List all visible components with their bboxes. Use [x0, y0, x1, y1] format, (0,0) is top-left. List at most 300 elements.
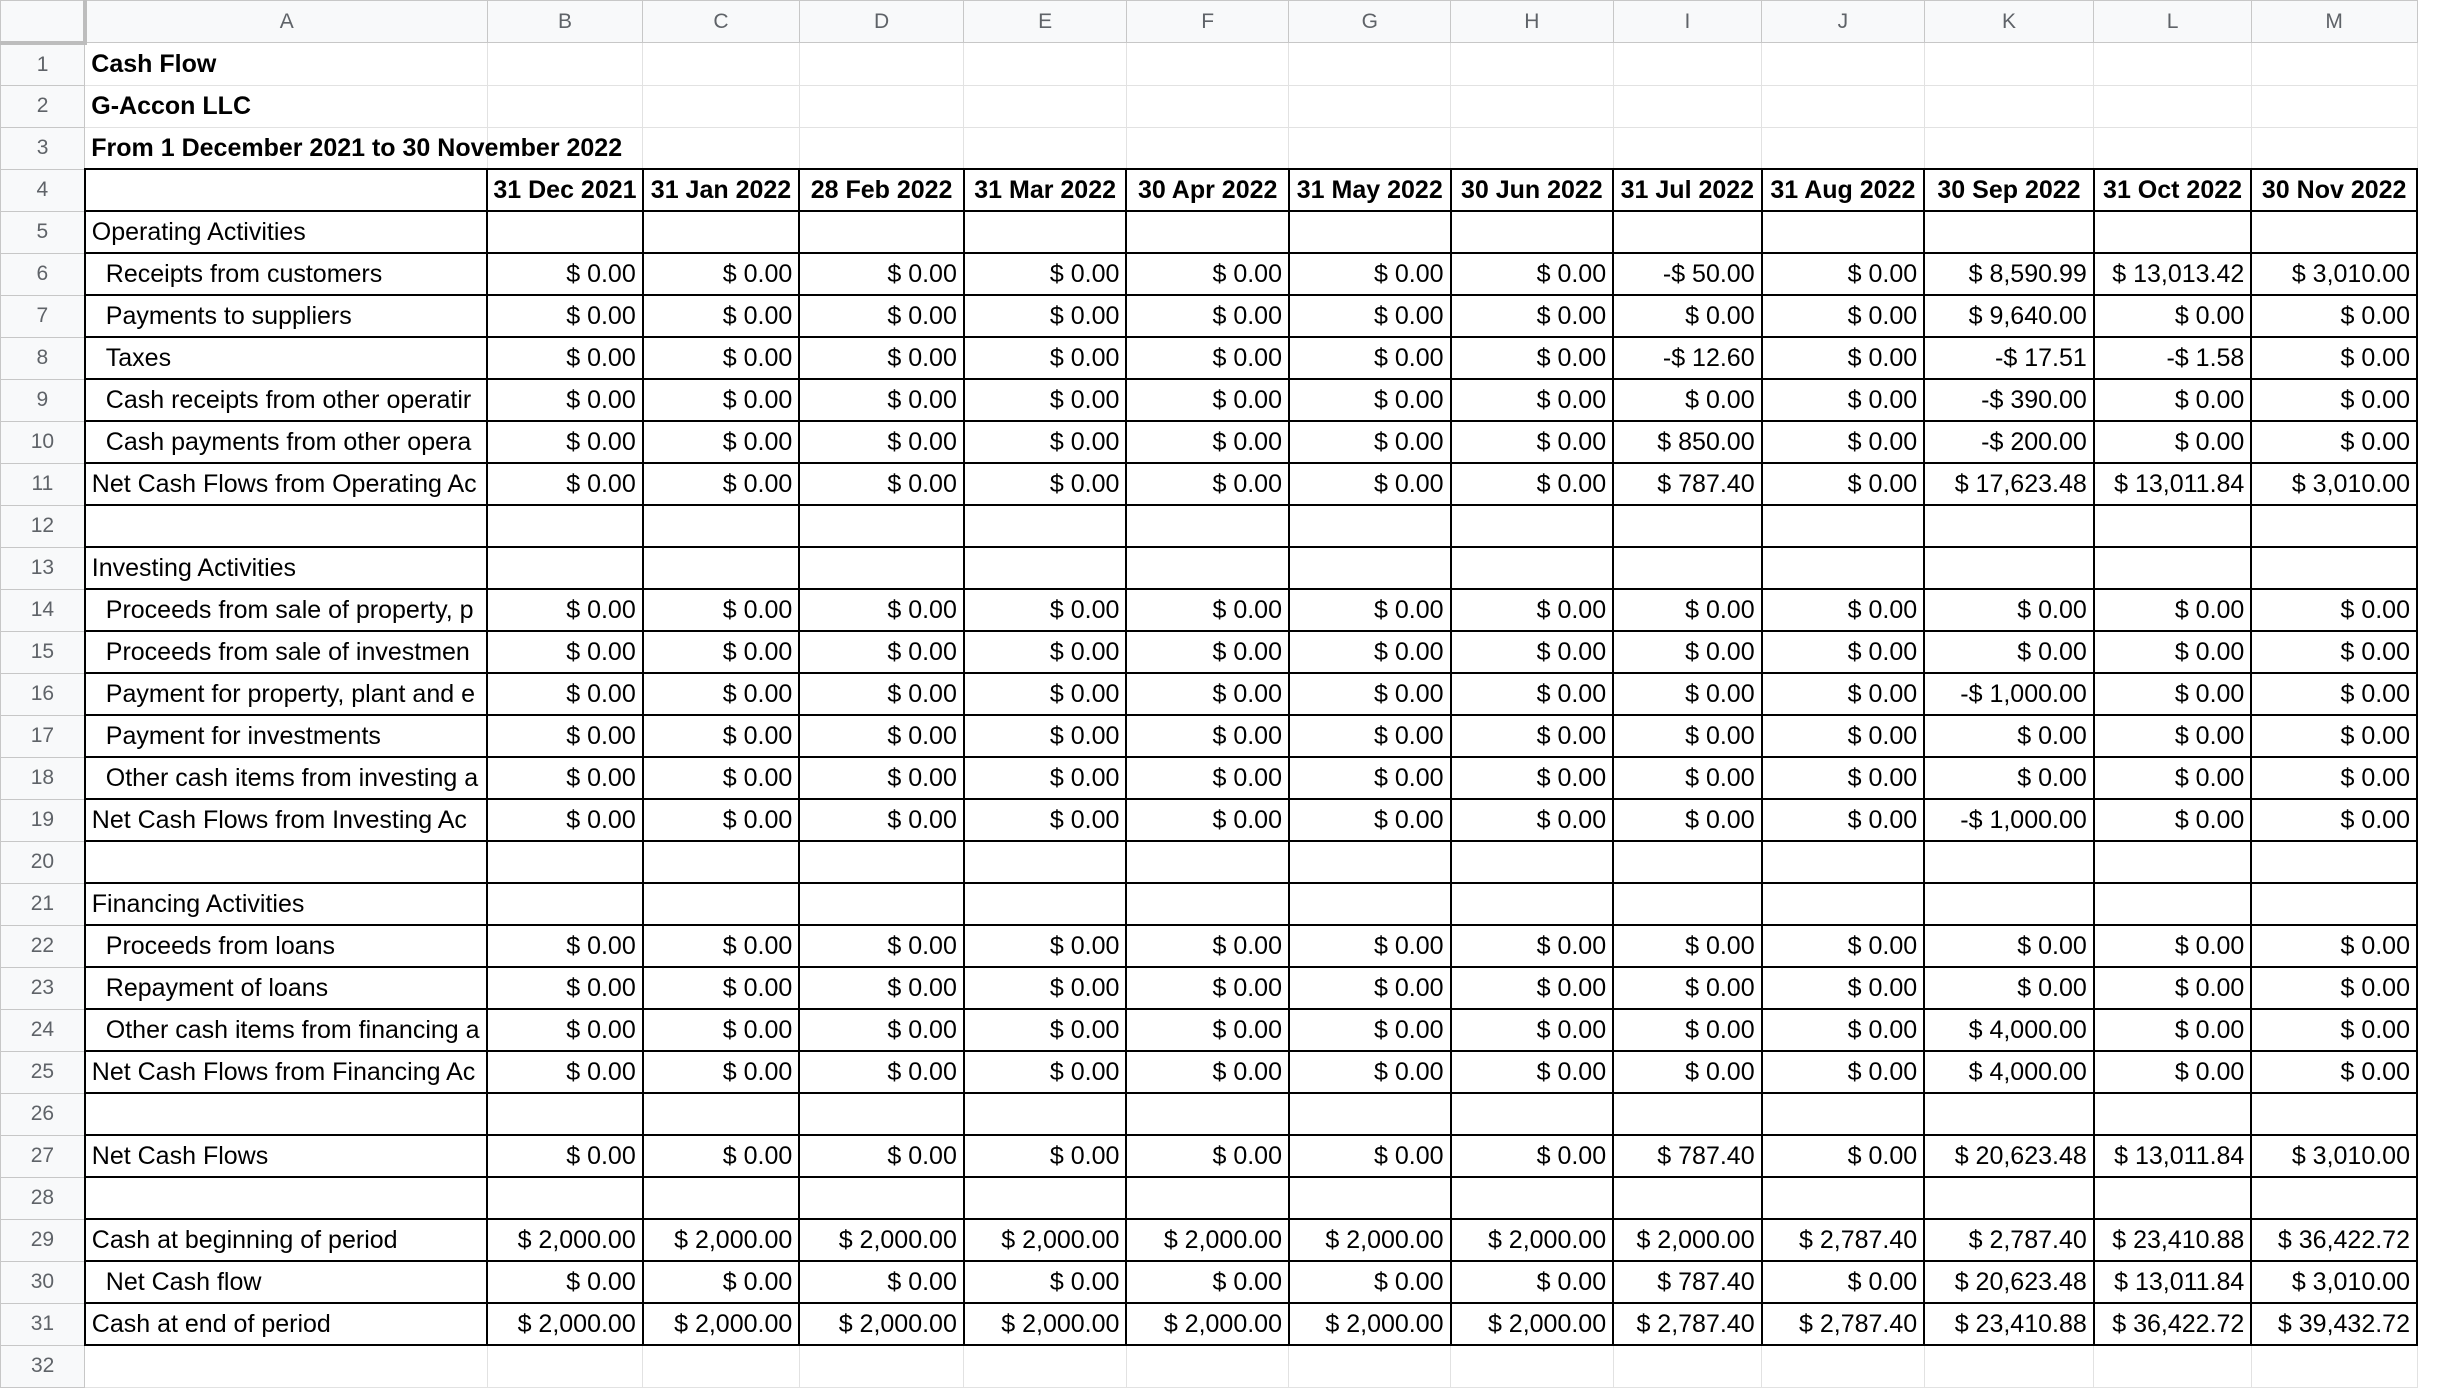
- label-cell[interactable]: Cash receipts from other operatir: [85, 379, 487, 421]
- value-cell[interactable]: $ 0.00: [1126, 463, 1289, 505]
- value-cell[interactable]: $ 0.00: [643, 631, 800, 673]
- value-cell[interactable]: $ 0.00: [799, 757, 964, 799]
- value-cell[interactable]: $ 0.00: [964, 715, 1127, 757]
- value-cell[interactable]: [1613, 85, 1762, 127]
- row-header[interactable]: 3: [1, 127, 85, 169]
- value-cell[interactable]: $ 0.00: [487, 253, 643, 295]
- value-cell[interactable]: $ 0.00: [643, 337, 800, 379]
- value-cell[interactable]: $ 0.00: [1126, 295, 1289, 337]
- value-cell[interactable]: $ 0.00: [1289, 589, 1451, 631]
- value-cell[interactable]: $ 0.00: [643, 1135, 800, 1177]
- value-cell[interactable]: $ 13,011.84: [2094, 1135, 2252, 1177]
- value-cell[interactable]: $ 0.00: [964, 1009, 1127, 1051]
- value-cell[interactable]: $ 0.00: [799, 1261, 964, 1303]
- value-cell[interactable]: $ 0.00: [964, 1051, 1127, 1093]
- value-cell[interactable]: [487, 1177, 643, 1219]
- value-cell[interactable]: [1126, 1093, 1289, 1135]
- label-cell[interactable]: Net Cash flow: [85, 1261, 487, 1303]
- value-cell[interactable]: $ 0.00: [1762, 379, 1925, 421]
- label-cell[interactable]: Payments to suppliers: [85, 295, 487, 337]
- value-cell[interactable]: $ 0.00: [1289, 1051, 1451, 1093]
- value-cell[interactable]: [799, 85, 964, 127]
- value-cell[interactable]: $ 0.00: [643, 925, 800, 967]
- label-cell[interactable]: Receipts from customers: [85, 253, 487, 295]
- value-cell[interactable]: $ 20,623.48: [1924, 1135, 2094, 1177]
- value-cell[interactable]: [1289, 883, 1451, 925]
- value-cell[interactable]: [1126, 1345, 1289, 1387]
- value-cell[interactable]: $ 4,000.00: [1924, 1051, 2094, 1093]
- value-cell[interactable]: $ 3,010.00: [2251, 253, 2417, 295]
- title-cell[interactable]: G-Accon LLC: [85, 85, 487, 127]
- value-cell[interactable]: [1289, 211, 1451, 253]
- value-cell[interactable]: $ 0.00: [2251, 631, 2417, 673]
- row-header[interactable]: 22: [1, 925, 85, 967]
- row-header[interactable]: 19: [1, 799, 85, 841]
- label-cell[interactable]: Net Cash Flows from Investing Ac: [85, 799, 487, 841]
- value-cell[interactable]: $ 0.00: [1451, 673, 1614, 715]
- value-cell[interactable]: $ 0.00: [1762, 925, 1925, 967]
- value-cell[interactable]: [1924, 505, 2094, 547]
- value-cell[interactable]: [1762, 547, 1925, 589]
- value-cell[interactable]: $ 0.00: [1289, 1261, 1451, 1303]
- value-cell[interactable]: $ 0.00: [1451, 589, 1614, 631]
- value-cell[interactable]: $ 17,623.48: [1924, 463, 2094, 505]
- value-cell[interactable]: $ 13,013.42: [2094, 253, 2252, 295]
- value-cell[interactable]: $ 0.00: [799, 1051, 964, 1093]
- value-cell[interactable]: $ 0.00: [2094, 631, 2252, 673]
- value-cell[interactable]: [1924, 85, 2094, 127]
- date-header-cell[interactable]: 30 Nov 2022: [2251, 169, 2417, 211]
- value-cell[interactable]: $ 0.00: [1126, 967, 1289, 1009]
- value-cell[interactable]: $ 0.00: [2251, 673, 2417, 715]
- row-header[interactable]: 7: [1, 295, 85, 337]
- column-header-e[interactable]: E: [964, 1, 1127, 43]
- value-cell[interactable]: $ 0.00: [1924, 967, 2094, 1009]
- value-cell[interactable]: [964, 127, 1127, 169]
- value-cell[interactable]: $ 0.00: [1289, 799, 1451, 841]
- value-cell[interactable]: [1451, 1177, 1614, 1219]
- value-cell[interactable]: [2094, 43, 2252, 86]
- value-cell[interactable]: $ 0.00: [1613, 589, 1762, 631]
- value-cell[interactable]: [1289, 1177, 1451, 1219]
- value-cell[interactable]: $ 0.00: [1762, 757, 1925, 799]
- value-cell[interactable]: [2251, 841, 2417, 883]
- value-cell[interactable]: $ 0.00: [964, 757, 1127, 799]
- value-cell[interactable]: $ 0.00: [1451, 253, 1614, 295]
- value-cell[interactable]: [643, 43, 800, 86]
- row-header[interactable]: 9: [1, 379, 85, 421]
- value-cell[interactable]: $ 0.00: [487, 1009, 643, 1051]
- label-cell[interactable]: [85, 841, 487, 883]
- value-cell[interactable]: $ 0.00: [1126, 1261, 1289, 1303]
- value-cell[interactable]: $ 0.00: [2251, 715, 2417, 757]
- value-cell[interactable]: [487, 211, 643, 253]
- value-cell[interactable]: $ 0.00: [1126, 673, 1289, 715]
- value-cell[interactable]: $ 0.00: [1289, 925, 1451, 967]
- value-cell[interactable]: [1126, 1177, 1289, 1219]
- value-cell[interactable]: $ 0.00: [1289, 379, 1451, 421]
- value-cell[interactable]: $ 0.00: [1762, 799, 1925, 841]
- value-cell[interactable]: [1289, 127, 1451, 169]
- value-cell[interactable]: $ 13,011.84: [2094, 463, 2252, 505]
- value-cell[interactable]: [1451, 505, 1614, 547]
- value-cell[interactable]: -$ 17.51: [1924, 337, 2094, 379]
- value-cell[interactable]: $ 0.00: [964, 1135, 1127, 1177]
- value-cell[interactable]: $ 0.00: [799, 253, 964, 295]
- value-cell[interactable]: $ 0.00: [487, 925, 643, 967]
- value-cell[interactable]: $ 0.00: [2251, 1051, 2417, 1093]
- value-cell[interactable]: [487, 1345, 643, 1387]
- column-header-a[interactable]: A: [85, 1, 487, 43]
- value-cell[interactable]: $ 0.00: [964, 379, 1127, 421]
- row-header[interactable]: 23: [1, 967, 85, 1009]
- value-cell[interactable]: $ 2,787.40: [1762, 1303, 1925, 1345]
- value-cell[interactable]: [1126, 547, 1289, 589]
- value-cell[interactable]: [487, 505, 643, 547]
- date-header-cell[interactable]: 31 Aug 2022: [1762, 169, 1925, 211]
- value-cell[interactable]: [643, 883, 800, 925]
- value-cell[interactable]: [2094, 547, 2252, 589]
- value-cell[interactable]: $ 0.00: [1762, 1009, 1925, 1051]
- value-cell[interactable]: [1126, 127, 1289, 169]
- value-cell[interactable]: $ 0.00: [964, 463, 1127, 505]
- value-cell[interactable]: [487, 883, 643, 925]
- value-cell[interactable]: $ 0.00: [1762, 1135, 1925, 1177]
- value-cell[interactable]: [1451, 1345, 1614, 1387]
- value-cell[interactable]: $ 0.00: [964, 421, 1127, 463]
- value-cell[interactable]: [2094, 211, 2252, 253]
- value-cell[interactable]: $ 2,000.00: [1126, 1219, 1289, 1261]
- section-label-cell[interactable]: Investing Activities: [85, 547, 487, 589]
- value-cell[interactable]: [1613, 1177, 1762, 1219]
- value-cell[interactable]: $ 2,000.00: [799, 1219, 964, 1261]
- column-header-g[interactable]: G: [1289, 1, 1451, 43]
- title-cell[interactable]: From 1 December 2021 to 30 November 2022: [85, 127, 487, 169]
- value-cell[interactable]: $ 0.00: [643, 757, 800, 799]
- value-cell[interactable]: [964, 1177, 1127, 1219]
- value-cell[interactable]: $ 36,422.72: [2251, 1219, 2417, 1261]
- value-cell[interactable]: [964, 1345, 1127, 1387]
- value-cell[interactable]: $ 0.00: [2094, 967, 2252, 1009]
- label-cell[interactable]: Proceeds from loans: [85, 925, 487, 967]
- column-header-b[interactable]: B: [487, 1, 643, 43]
- value-cell[interactable]: $ 0.00: [1924, 631, 2094, 673]
- value-cell[interactable]: $ 0.00: [2251, 1009, 2417, 1051]
- value-cell[interactable]: $ 0.00: [1762, 253, 1925, 295]
- label-cell[interactable]: Net Cash Flows: [85, 1135, 487, 1177]
- label-cell[interactable]: Taxes: [85, 337, 487, 379]
- row-header[interactable]: 30: [1, 1261, 85, 1303]
- value-cell[interactable]: $ 0.00: [1126, 1135, 1289, 1177]
- row-header[interactable]: 24: [1, 1009, 85, 1051]
- value-cell[interactable]: [1289, 85, 1451, 127]
- value-cell[interactable]: $ 0.00: [1762, 1051, 1925, 1093]
- value-cell[interactable]: [1613, 547, 1762, 589]
- value-cell[interactable]: [1126, 211, 1289, 253]
- value-cell[interactable]: $ 0.00: [1126, 925, 1289, 967]
- value-cell[interactable]: $ 0.00: [1762, 967, 1925, 1009]
- value-cell[interactable]: [1289, 1345, 1451, 1387]
- value-cell[interactable]: $ 2,000.00: [964, 1219, 1127, 1261]
- value-cell[interactable]: $ 0.00: [964, 295, 1127, 337]
- value-cell[interactable]: $ 0.00: [799, 589, 964, 631]
- value-cell[interactable]: $ 0.00: [1762, 589, 1925, 631]
- value-cell[interactable]: $ 0.00: [1451, 1051, 1614, 1093]
- value-cell[interactable]: $ 0.00: [1924, 589, 2094, 631]
- value-cell[interactable]: $ 0.00: [1289, 253, 1451, 295]
- value-cell[interactable]: $ 8,590.99: [1924, 253, 2094, 295]
- value-cell[interactable]: $ 39,432.72: [2251, 1303, 2417, 1345]
- value-cell[interactable]: $ 0.00: [1289, 463, 1451, 505]
- value-cell[interactable]: [1613, 883, 1762, 925]
- value-cell[interactable]: -$ 1,000.00: [1924, 673, 2094, 715]
- value-cell[interactable]: $ 0.00: [799, 1009, 964, 1051]
- value-cell[interactable]: $ 850.00: [1613, 421, 1762, 463]
- value-cell[interactable]: [643, 1177, 800, 1219]
- value-cell[interactable]: $ 0.00: [1289, 295, 1451, 337]
- value-cell[interactable]: $ 0.00: [1126, 253, 1289, 295]
- value-cell[interactable]: $ 0.00: [964, 799, 1127, 841]
- value-cell[interactable]: $ 0.00: [643, 715, 800, 757]
- value-cell[interactable]: $ 0.00: [1613, 673, 1762, 715]
- column-header-m[interactable]: M: [2251, 1, 2417, 43]
- value-cell[interactable]: $ 0.00: [799, 1135, 964, 1177]
- value-cell[interactable]: [2094, 505, 2252, 547]
- value-cell[interactable]: $ 0.00: [1289, 967, 1451, 1009]
- value-cell[interactable]: $ 0.00: [1451, 631, 1614, 673]
- row-header[interactable]: 11: [1, 463, 85, 505]
- row-header[interactable]: 18: [1, 757, 85, 799]
- value-cell[interactable]: $ 0.00: [2251, 925, 2417, 967]
- value-cell[interactable]: $ 0.00: [643, 463, 800, 505]
- value-cell[interactable]: [643, 85, 800, 127]
- value-cell[interactable]: $ 2,787.40: [1924, 1219, 2094, 1261]
- row-header[interactable]: 6: [1, 253, 85, 295]
- value-cell[interactable]: $ 0.00: [964, 337, 1127, 379]
- value-cell[interactable]: $ 0.00: [1762, 295, 1925, 337]
- value-cell[interactable]: $ 2,000.00: [1289, 1219, 1451, 1261]
- date-header-cell[interactable]: 31 Mar 2022: [964, 169, 1127, 211]
- value-cell[interactable]: $ 2,000.00: [1126, 1303, 1289, 1345]
- value-cell[interactable]: $ 0.00: [643, 295, 800, 337]
- value-cell[interactable]: $ 0.00: [799, 631, 964, 673]
- date-header-cell[interactable]: 30 Jun 2022: [1451, 169, 1614, 211]
- value-cell[interactable]: $ 2,000.00: [1613, 1219, 1762, 1261]
- row-header[interactable]: 29: [1, 1219, 85, 1261]
- value-cell[interactable]: $ 0.00: [1289, 673, 1451, 715]
- value-cell[interactable]: [1126, 883, 1289, 925]
- section-label-cell[interactable]: Operating Activities: [85, 211, 487, 253]
- value-cell[interactable]: $ 3,010.00: [2251, 1135, 2417, 1177]
- value-cell[interactable]: [2094, 1345, 2252, 1387]
- row-header[interactable]: 16: [1, 673, 85, 715]
- value-cell[interactable]: $ 0.00: [2094, 379, 2252, 421]
- value-cell[interactable]: $ 2,000.00: [1451, 1219, 1614, 1261]
- value-cell[interactable]: $ 0.00: [1451, 463, 1614, 505]
- label-cell[interactable]: Cash at end of period: [85, 1303, 487, 1345]
- value-cell[interactable]: $ 2,000.00: [487, 1303, 643, 1345]
- value-cell[interactable]: $ 0.00: [2251, 295, 2417, 337]
- label-cell[interactable]: Payment for investments: [85, 715, 487, 757]
- value-cell[interactable]: $ 0.00: [1126, 715, 1289, 757]
- date-header-cell[interactable]: 31 May 2022: [1289, 169, 1451, 211]
- value-cell[interactable]: $ 0.00: [1451, 337, 1614, 379]
- value-cell[interactable]: [643, 841, 800, 883]
- value-cell[interactable]: [487, 43, 643, 86]
- value-cell[interactable]: [1924, 1093, 2094, 1135]
- value-cell[interactable]: $ 0.00: [1289, 757, 1451, 799]
- value-cell[interactable]: $ 2,000.00: [643, 1303, 800, 1345]
- value-cell[interactable]: $ 0.00: [2094, 925, 2252, 967]
- value-cell[interactable]: $ 0.00: [1613, 1009, 1762, 1051]
- column-header-f[interactable]: F: [1126, 1, 1289, 43]
- value-cell[interactable]: $ 0.00: [1126, 1051, 1289, 1093]
- value-cell[interactable]: $ 0.00: [487, 673, 643, 715]
- row-header[interactable]: 32: [1, 1345, 85, 1387]
- value-cell[interactable]: $ 0.00: [1924, 757, 2094, 799]
- value-cell[interactable]: [2094, 1177, 2252, 1219]
- value-cell[interactable]: $ 0.00: [1451, 421, 1614, 463]
- label-cell[interactable]: Other cash items from investing a: [85, 757, 487, 799]
- value-cell[interactable]: $ 0.00: [643, 673, 800, 715]
- value-cell[interactable]: $ 0.00: [1126, 589, 1289, 631]
- date-header-cell[interactable]: 31 Jul 2022: [1613, 169, 1762, 211]
- select-all-corner[interactable]: [1, 1, 85, 43]
- value-cell[interactable]: $ 2,000.00: [1289, 1303, 1451, 1345]
- value-cell[interactable]: $ 0.00: [1762, 421, 1925, 463]
- value-cell[interactable]: [1451, 127, 1614, 169]
- value-cell[interactable]: $ 0.00: [2094, 1051, 2252, 1093]
- value-cell[interactable]: -$ 200.00: [1924, 421, 2094, 463]
- value-cell[interactable]: [1451, 1093, 1614, 1135]
- value-cell[interactable]: [2251, 505, 2417, 547]
- label-cell[interactable]: Payment for property, plant and e: [85, 673, 487, 715]
- value-cell[interactable]: [964, 505, 1127, 547]
- value-cell[interactable]: [1924, 547, 2094, 589]
- value-cell[interactable]: $ 2,787.40: [1613, 1303, 1762, 1345]
- row-header[interactable]: 27: [1, 1135, 85, 1177]
- row-header[interactable]: 4: [1, 169, 85, 211]
- value-cell[interactable]: -$ 390.00: [1924, 379, 2094, 421]
- value-cell[interactable]: $ 0.00: [643, 967, 800, 1009]
- value-cell[interactable]: [1762, 43, 1925, 86]
- value-cell[interactable]: $ 0.00: [487, 715, 643, 757]
- value-cell[interactable]: [1762, 1345, 1925, 1387]
- value-cell[interactable]: [1613, 43, 1762, 86]
- column-header-j[interactable]: J: [1762, 1, 1925, 43]
- value-cell[interactable]: $ 0.00: [2094, 715, 2252, 757]
- date-header-cell[interactable]: 31 Dec 2021: [487, 169, 643, 211]
- value-cell[interactable]: $ 0.00: [487, 1051, 643, 1093]
- value-cell[interactable]: [1762, 841, 1925, 883]
- value-cell[interactable]: [1613, 211, 1762, 253]
- value-cell[interactable]: [1451, 211, 1614, 253]
- value-cell[interactable]: $ 0.00: [799, 673, 964, 715]
- value-cell[interactable]: [643, 547, 800, 589]
- value-cell[interactable]: $ 2,000.00: [643, 1219, 800, 1261]
- row-header[interactable]: 26: [1, 1093, 85, 1135]
- value-cell[interactable]: [2251, 127, 2417, 169]
- value-cell[interactable]: [2251, 85, 2417, 127]
- value-cell[interactable]: [1451, 547, 1614, 589]
- value-cell[interactable]: $ 0.00: [1451, 967, 1614, 1009]
- value-cell[interactable]: [1289, 505, 1451, 547]
- value-cell[interactable]: $ 3,010.00: [2251, 463, 2417, 505]
- row-header[interactable]: 14: [1, 589, 85, 631]
- value-cell[interactable]: $ 23,410.88: [1924, 1303, 2094, 1345]
- value-cell[interactable]: -$ 50.00: [1613, 253, 1762, 295]
- date-header-cell[interactable]: 30 Apr 2022: [1126, 169, 1289, 211]
- value-cell[interactable]: $ 0.00: [487, 421, 643, 463]
- value-cell[interactable]: -$ 1,000.00: [1924, 799, 2094, 841]
- value-cell[interactable]: $ 2,000.00: [1451, 1303, 1614, 1345]
- value-cell[interactable]: $ 0.00: [1613, 757, 1762, 799]
- value-cell[interactable]: $ 0.00: [487, 295, 643, 337]
- value-cell[interactable]: $ 0.00: [964, 631, 1127, 673]
- value-cell[interactable]: $ 0.00: [1762, 1261, 1925, 1303]
- value-cell[interactable]: [799, 841, 964, 883]
- value-cell[interactable]: $ 0.00: [1762, 337, 1925, 379]
- value-cell[interactable]: $ 0.00: [799, 925, 964, 967]
- value-cell[interactable]: [1613, 841, 1762, 883]
- value-cell[interactable]: [1451, 883, 1614, 925]
- value-cell[interactable]: [1289, 841, 1451, 883]
- value-cell[interactable]: [487, 547, 643, 589]
- value-cell[interactable]: $ 0.00: [964, 673, 1127, 715]
- row-header[interactable]: 25: [1, 1051, 85, 1093]
- value-cell[interactable]: $ 0.00: [1613, 799, 1762, 841]
- column-header-k[interactable]: K: [1924, 1, 2094, 43]
- value-cell[interactable]: $ 0.00: [1451, 925, 1614, 967]
- date-header-cell[interactable]: 31 Oct 2022: [2094, 169, 2252, 211]
- value-cell[interactable]: [1762, 883, 1925, 925]
- value-cell[interactable]: [2251, 1093, 2417, 1135]
- label-cell[interactable]: Cash at beginning of period: [85, 1219, 487, 1261]
- label-cell[interactable]: Net Cash Flows from Financing Ac: [85, 1051, 487, 1093]
- cell[interactable]: [85, 169, 487, 211]
- value-cell[interactable]: $ 0.00: [1126, 421, 1289, 463]
- value-cell[interactable]: [1126, 505, 1289, 547]
- value-cell[interactable]: [1451, 85, 1614, 127]
- value-cell[interactable]: $ 2,000.00: [799, 1303, 964, 1345]
- value-cell[interactable]: [643, 1345, 800, 1387]
- value-cell[interactable]: $ 0.00: [964, 967, 1127, 1009]
- value-cell[interactable]: $ 0.00: [643, 1051, 800, 1093]
- value-cell[interactable]: $ 13,011.84: [2094, 1261, 2252, 1303]
- value-cell[interactable]: $ 0.00: [964, 925, 1127, 967]
- row-header[interactable]: 31: [1, 1303, 85, 1345]
- row-header[interactable]: 28: [1, 1177, 85, 1219]
- column-header-i[interactable]: I: [1613, 1, 1762, 43]
- value-cell[interactable]: $ 0.00: [487, 631, 643, 673]
- value-cell[interactable]: [643, 1093, 800, 1135]
- value-cell[interactable]: $ 0.00: [2094, 673, 2252, 715]
- column-header-c[interactable]: C: [643, 1, 800, 43]
- value-cell[interactable]: $ 787.40: [1613, 1135, 1762, 1177]
- value-cell[interactable]: $ 0.00: [1924, 925, 2094, 967]
- value-cell[interactable]: $ 2,787.40: [1762, 1219, 1925, 1261]
- value-cell[interactable]: [1924, 1177, 2094, 1219]
- date-header-cell[interactable]: 31 Jan 2022: [643, 169, 800, 211]
- label-cell[interactable]: Cash payments from other opera: [85, 421, 487, 463]
- value-cell[interactable]: [1126, 85, 1289, 127]
- value-cell[interactable]: $ 0.00: [1451, 715, 1614, 757]
- value-cell[interactable]: $ 0.00: [2094, 799, 2252, 841]
- row-header[interactable]: 21: [1, 883, 85, 925]
- value-cell[interactable]: $ 0.00: [487, 379, 643, 421]
- value-cell[interactable]: [1924, 1345, 2094, 1387]
- value-cell[interactable]: [2094, 85, 2252, 127]
